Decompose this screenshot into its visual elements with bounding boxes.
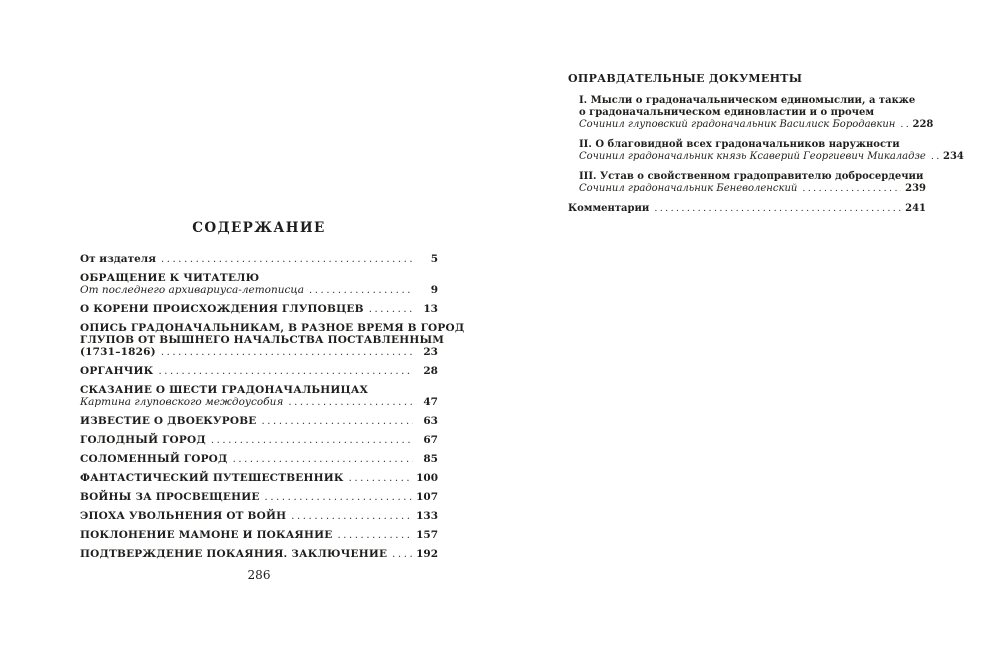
toc-page-number: 23 xyxy=(423,346,438,358)
toc-page-number: 100 xyxy=(416,472,438,484)
toc-line-text: Сочинил градоначальник Беневоленский xyxy=(579,183,798,194)
toc-entry xyxy=(80,548,438,561)
toc-line xyxy=(80,365,438,378)
toc-line xyxy=(80,322,465,334)
toc-entry xyxy=(80,415,438,428)
toc-line xyxy=(80,434,438,447)
toc-entry xyxy=(80,322,465,359)
toc-entry xyxy=(579,95,934,131)
toc-line-text: О КОРЕНИ ПРОИСХОЖДЕНИЯ ГЛУПОВЦЕВ xyxy=(80,303,364,315)
toc-line xyxy=(80,384,438,396)
toc-line-text: ВОЙНЫ ЗА ПРОСВЕЩЕНИЕ xyxy=(80,491,260,503)
toc-line-text: ОРГАНЧИК xyxy=(80,365,154,377)
toc-page-number: 157 xyxy=(416,529,438,541)
toc-page-number: 85 xyxy=(423,453,438,465)
toc-page-number: 192 xyxy=(416,548,438,560)
toc-line-text: ОПИСЬ ГРАДОНАЧАЛЬНИКАМ, В РАЗНОЕ ВРЕМЯ В ГОРОД xyxy=(80,322,465,334)
toc-line-text: Сочинил глуповский градоначальник Василиск Бородавкин xyxy=(579,119,896,130)
toc-line-text: ФАНТАСТИЧЕСКИЙ ПУТЕШЕСТВЕННИК xyxy=(80,472,344,484)
dot-leader xyxy=(233,453,413,466)
dot-leader xyxy=(369,303,413,316)
contents-heading: СОДЕРЖАНИЕ xyxy=(192,220,326,236)
toc-line xyxy=(80,453,438,466)
toc-line-text: Комментарии xyxy=(568,203,650,214)
dot-leader xyxy=(931,151,939,163)
toc-line xyxy=(80,548,438,561)
toc-line-text: ГОЛОДНЫЙ ГОРОД xyxy=(80,434,206,446)
toc-line xyxy=(80,415,438,428)
toc-line xyxy=(80,272,438,284)
left-page-contents xyxy=(80,220,465,567)
toc-entry xyxy=(80,365,438,378)
appendix-heading: ОПРАВДАТЕЛЬНЫЕ ДОКУМЕНТЫ xyxy=(568,72,803,85)
toc-line-text: От издателя xyxy=(80,253,156,265)
toc-entry xyxy=(80,510,438,523)
toc-line xyxy=(80,529,438,542)
comments-entry xyxy=(568,203,926,215)
toc-line xyxy=(568,203,926,215)
dot-leader xyxy=(158,365,413,378)
toc-page-number: 67 xyxy=(423,434,438,446)
toc-line xyxy=(80,472,438,485)
toc-entry xyxy=(579,139,964,163)
toc-page-number: 239 xyxy=(905,183,926,194)
dot-leader xyxy=(392,548,413,561)
toc-line xyxy=(80,491,438,504)
toc-line-text: I. Мысли о градоначальническом единомыслии, а также xyxy=(579,95,916,106)
toc-page-number: 228 xyxy=(912,119,934,130)
toc-line-text: ПОДТВЕРЖДЕНИЕ ПОКАЯНИЯ. ЗАКЛЮЧЕНИЕ xyxy=(80,548,388,560)
toc-line xyxy=(80,334,445,346)
toc-line-text: (1731–1826) xyxy=(80,346,156,358)
toc-line xyxy=(579,171,926,183)
toc-entry xyxy=(80,434,438,447)
toc-entry xyxy=(80,272,438,297)
toc-page-number: 5 xyxy=(430,253,438,265)
toc-page-number: 47 xyxy=(423,396,438,408)
dot-leader xyxy=(161,346,413,359)
toc-entry xyxy=(579,171,926,195)
dot-leader xyxy=(309,284,413,297)
dot-leader xyxy=(288,396,413,409)
toc-entry xyxy=(80,472,438,485)
toc-line-text: о градоначальническом единовластии и о прочем xyxy=(579,107,874,118)
page-number-folio: 286 xyxy=(247,568,271,582)
toc-page-number: 28 xyxy=(423,365,438,377)
toc-line xyxy=(579,119,934,131)
toc-line-text: СКАЗАНИЕ О ШЕСТИ ГРАДОНАЧАЛЬНИЦАХ xyxy=(80,384,368,396)
toc-line xyxy=(579,107,926,119)
toc-page-number: 107 xyxy=(416,491,438,503)
dot-leader xyxy=(349,472,413,485)
toc-line xyxy=(80,284,438,297)
toc-line xyxy=(579,139,926,151)
toc-page-number: 234 xyxy=(942,151,964,162)
toc-line-text: Картина глуповского междоусобия xyxy=(80,396,284,408)
toc-line-text: ИЗВЕСТИЕ О ДВОЕКУРОВЕ xyxy=(80,415,257,427)
dot-leader xyxy=(900,119,908,131)
toc-line-text: СОЛОМЕННЫЙ ГОРОД xyxy=(80,453,228,465)
toc-line-text: ЭПОХА УВОЛЬНЕНИЯ ОТ ВОЙН xyxy=(80,510,287,522)
dot-leader xyxy=(265,491,413,504)
toc-line xyxy=(579,95,926,107)
toc-line-text: Сочинил градоначальник князь Ксаверий Георгиевич Микаладзе xyxy=(579,151,926,162)
toc-line xyxy=(80,510,438,523)
dot-leader xyxy=(654,203,901,215)
contents-entry-list xyxy=(80,253,465,561)
toc-line-text: ПОКЛОНЕНИЕ МАМОНЕ И ПОКАЯНИЕ xyxy=(80,529,333,541)
toc-page-number: 241 xyxy=(905,203,926,214)
right-page-appendix-toc xyxy=(568,72,964,215)
toc-line xyxy=(80,396,438,409)
toc-entry xyxy=(80,384,438,409)
toc-line xyxy=(579,183,926,195)
toc-line xyxy=(579,151,964,163)
appendix-entry-list xyxy=(579,95,964,195)
toc-line-text: ОБРАЩЕНИЕ К ЧИТАТЕЛЮ xyxy=(80,272,260,284)
toc-line xyxy=(80,253,438,266)
dot-leader xyxy=(337,529,413,542)
toc-entry xyxy=(80,253,438,266)
dot-leader xyxy=(211,434,413,447)
dot-leader xyxy=(802,183,901,195)
toc-line xyxy=(80,303,438,316)
dot-leader xyxy=(291,510,413,523)
dot-leader xyxy=(161,253,413,266)
toc-entry xyxy=(80,453,438,466)
toc-page-number: 9 xyxy=(430,284,438,296)
toc-line-text: III. Устав о свойственном градоправителю добросердечии xyxy=(579,171,924,182)
toc-entry xyxy=(568,203,926,215)
toc-page-number: 63 xyxy=(423,415,438,427)
toc-entry xyxy=(80,529,438,542)
toc-entry xyxy=(80,303,438,316)
toc-entry xyxy=(80,491,438,504)
toc-page-number: 13 xyxy=(423,303,438,315)
toc-line-text: От последнего архивариуса-летописца xyxy=(80,284,304,296)
toc-line-text: II. О благовидной всех градоначальников наружности xyxy=(579,139,900,150)
toc-line xyxy=(80,346,438,359)
toc-page-number: 133 xyxy=(416,510,438,522)
dot-leader xyxy=(261,415,413,428)
toc-line-text: ГЛУПОВ ОТ ВЫШНЕГО НАЧАЛЬСТВА ПОСТАВЛЕННЫМ xyxy=(80,334,445,346)
